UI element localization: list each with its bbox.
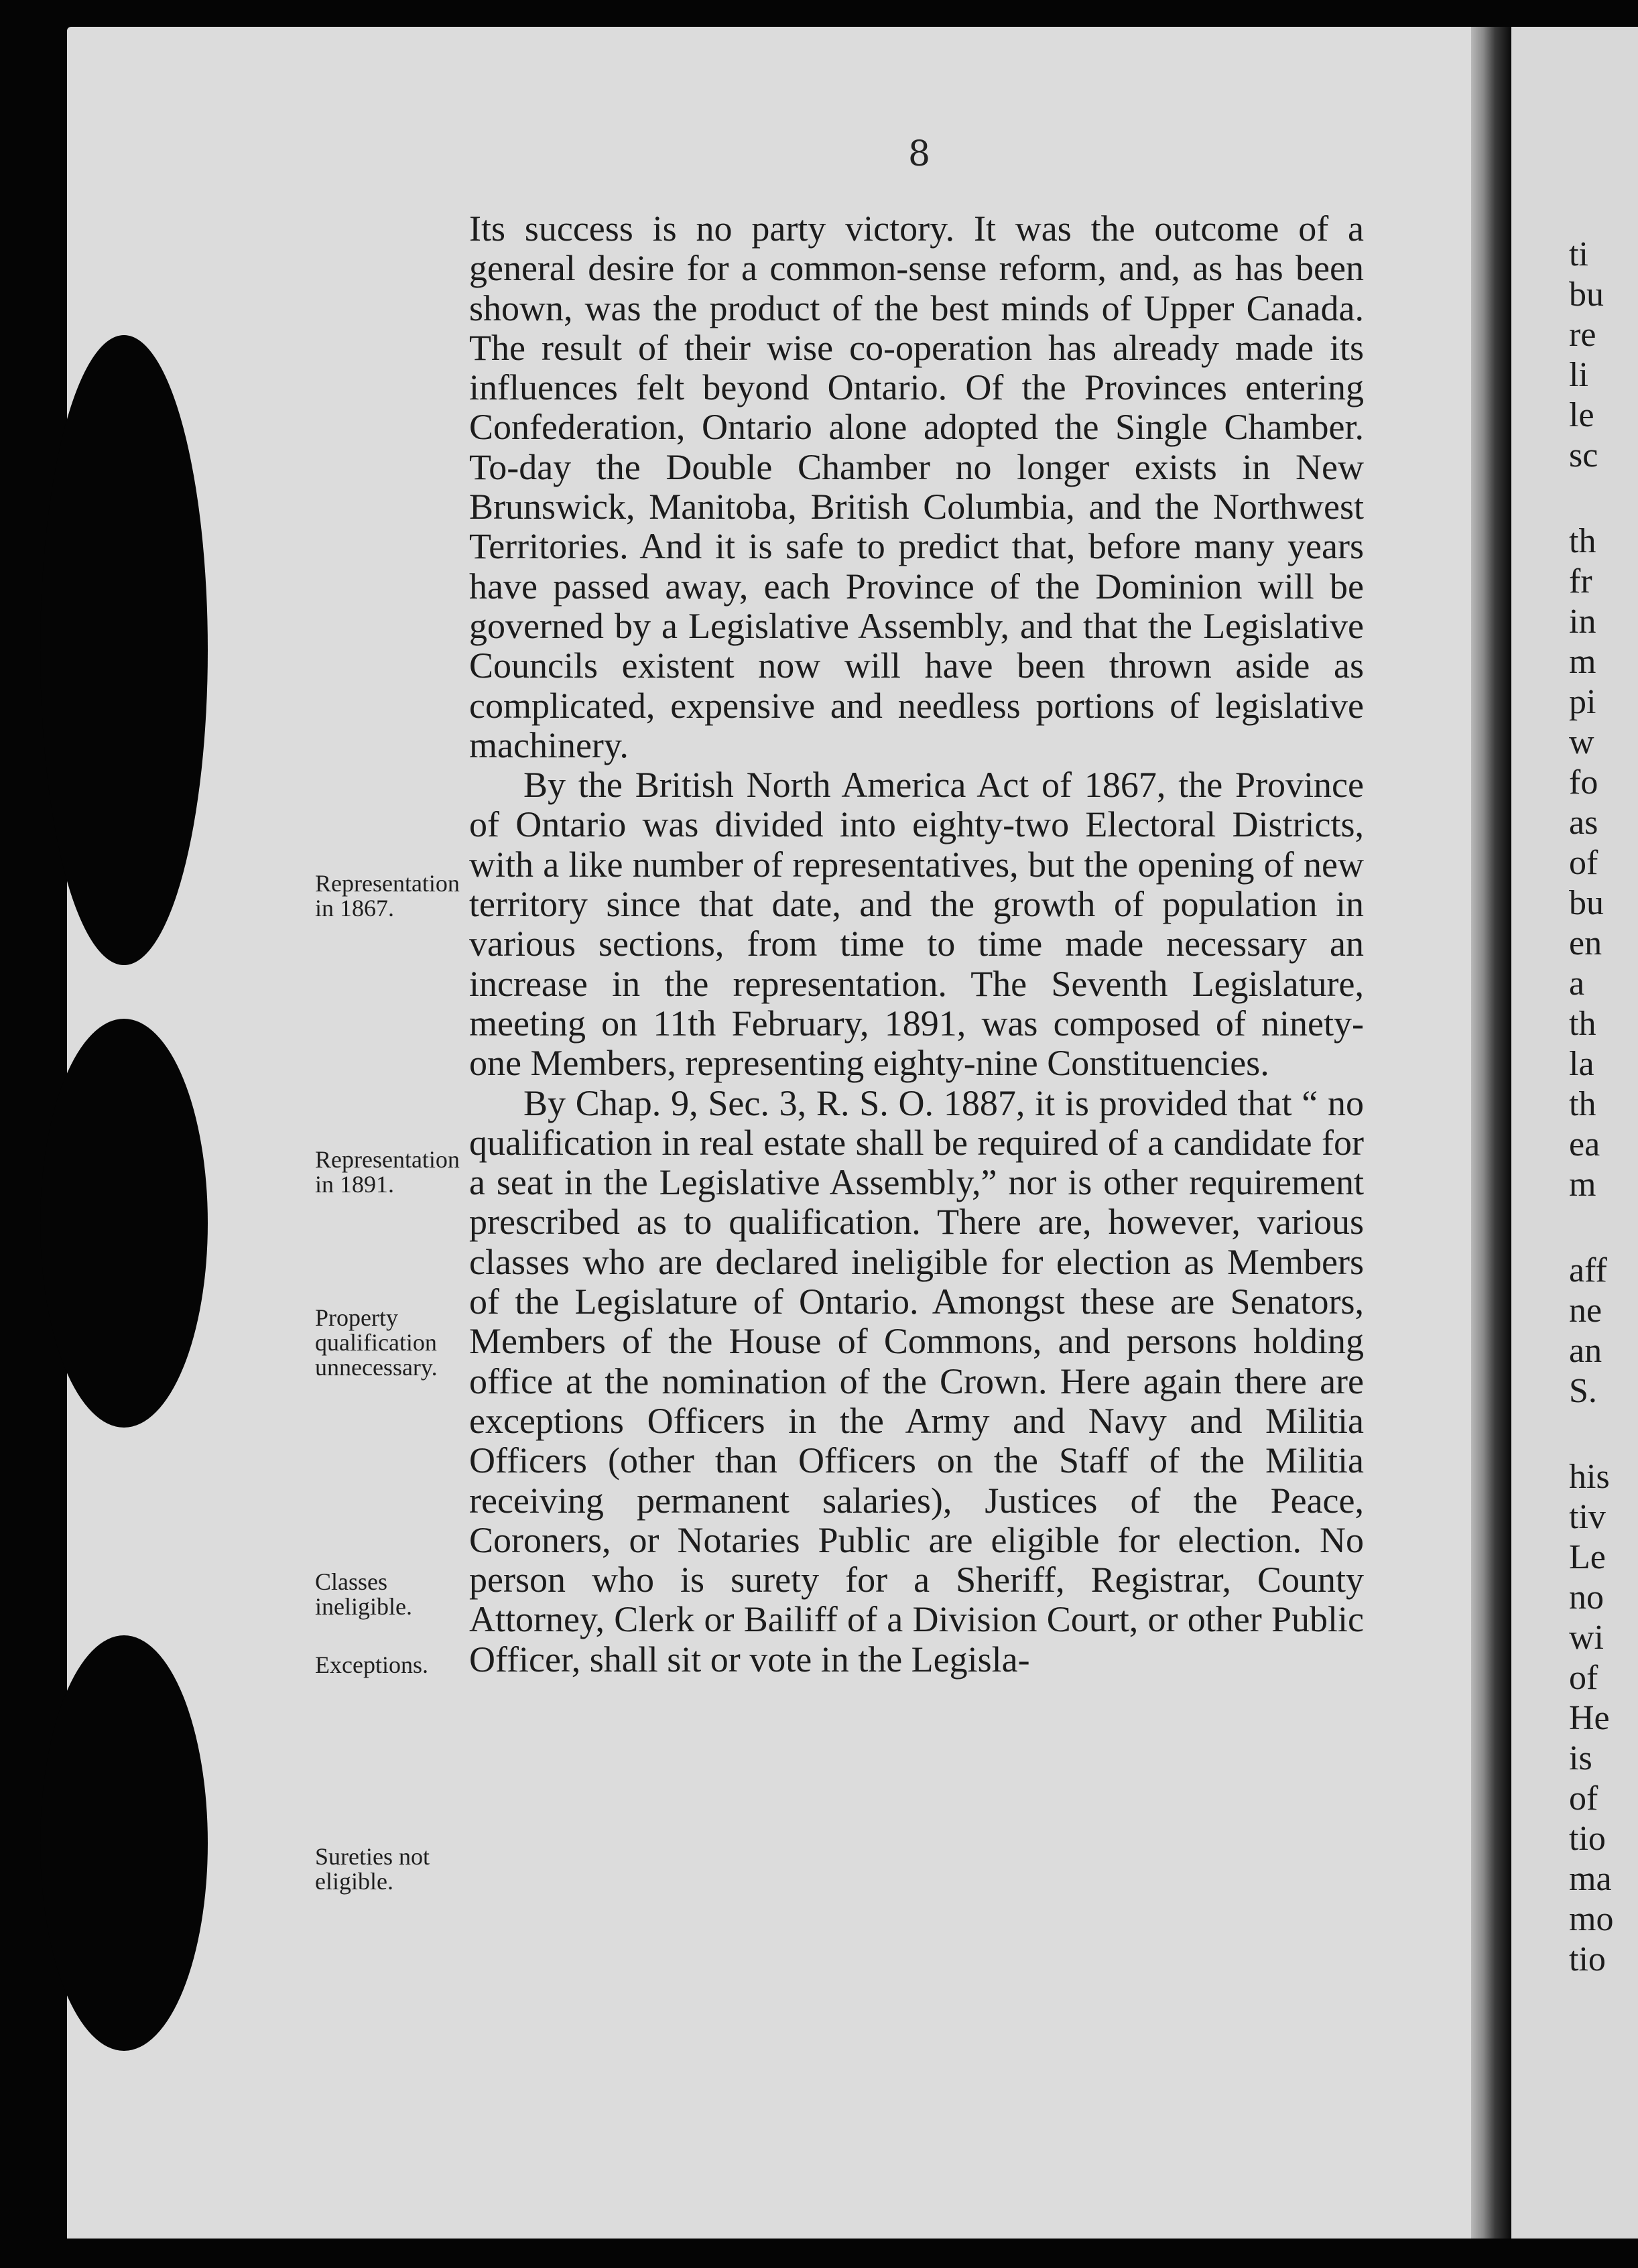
facing-fragment: wi (1569, 1619, 1604, 1657)
side-note-classes-ineligible: Classes ineligible. (315, 1568, 412, 1620)
facing-fragment: ma (1569, 1860, 1612, 1898)
facing-fragment: ea (1569, 1125, 1600, 1163)
paragraph-qualification: By Chap. 9, Sec. 3, R. S. O. 1887, it is provided that “ no qualification in real estate shall be required of a candidate for a seat in the Legislative Assembly,” nor is other requirement prescribed as to qualification. There are, however, various classes who are declared ineligible for election as Members of the Legislature of Ontario. Amongst these are Senators, Members of the House of Commons, and persons holding office at the nomination of the Crown. Here again there are exceptions Officers in the Army and Navy and Militia Officers (other than Officers on the Staff of the Militia receiving permanent salaries), Justices of the Peace, Coroners, or Notaries Public are eligible for election. No person who is surety for a Sheriff, Registrar, County Attorney, Clerk or Bailiff of a Division Court, or other Public Officer, shall sit or vote in the Legisla- (469, 1082, 1364, 1680)
facing-page (1511, 27, 1638, 2239)
facing-fragment: S. (1569, 1372, 1597, 1410)
side-note-property-qualification: Property qualification unnecessary. (315, 1304, 438, 1381)
facing-fragment: bu (1569, 884, 1604, 922)
facing-fragment: fo (1569, 763, 1598, 802)
paragraph-continuation: Its success is no party victory. It was the outcome of a general desire for a common-sense reform, and, as has been shown, was the product of the best minds of Upper Canada. The result of their wise co-operation has already made its influences felt beyond Ontario. Of the Provinces entering Confederation, Ontario alone adopted the Single Chamber. To-day the Double Chamber no longer exists in New Brunswick, Manitoba, British Columbia, and the Northwest Territories. And it is safe to predict that, before many years have passed away, each Province of the Dominion will be governed by a Legislative Assembly, and that the Legislative Councils existent now will have been thrown aside as complicated, expensive and needless portions of legislative machinery. (469, 208, 1364, 765)
side-note-representation-1891: Representation in 1891. (315, 1146, 460, 1198)
facing-fragment: is (1569, 1739, 1592, 1777)
facing-fragment: a (1569, 964, 1585, 1003)
facing-fragment: ti (1569, 235, 1588, 273)
facing-fragment: m (1569, 643, 1596, 681)
facing-fragment: tiv (1569, 1498, 1606, 1536)
facing-fragment: pi (1569, 683, 1596, 721)
facing-fragment: tio (1569, 1820, 1606, 1858)
facing-fragment: la (1569, 1045, 1594, 1083)
facing-fragment: He (1569, 1699, 1610, 1737)
thumb-notch-middle (40, 1019, 208, 1428)
facing-fragment: no (1569, 1578, 1604, 1617)
facing-fragment: m (1569, 1166, 1596, 1204)
facing-fragment: tio (1569, 1940, 1606, 1978)
facing-fragment: as (1569, 804, 1598, 842)
facing-fragment: his (1569, 1458, 1610, 1496)
facing-fragment: re (1569, 316, 1596, 354)
facing-fragment: Le (1569, 1538, 1606, 1576)
page-gutter (1471, 27, 1511, 2239)
facing-fragment: aff (1569, 1251, 1607, 1289)
thumb-notch-top (40, 335, 208, 965)
facing-fragment: th (1569, 1085, 1596, 1123)
facing-fragment: of (1569, 1659, 1598, 1697)
facing-fragment: w (1569, 723, 1594, 761)
facing-fragment: fr (1569, 562, 1592, 601)
side-note-sureties: Sureties not eligible. (315, 1843, 430, 1895)
thumb-notch-bottom (40, 1635, 208, 2051)
page-number: 8 (908, 134, 931, 174)
facing-fragment: th (1569, 522, 1596, 560)
facing-fragment: an (1569, 1332, 1602, 1370)
facing-fragment: ne (1569, 1292, 1602, 1330)
facing-fragment: le (1569, 396, 1594, 434)
facing-fragment: sc (1569, 436, 1598, 475)
facing-fragment: th (1569, 1005, 1596, 1043)
facing-fragment: bu (1569, 275, 1604, 314)
facing-fragment: en (1569, 924, 1602, 962)
body-text (469, 209, 1364, 1680)
facing-fragment: mo (1569, 1900, 1614, 1938)
side-note-exceptions: Exceptions. (315, 1651, 428, 1678)
facing-fragment: of (1569, 844, 1598, 882)
facing-fragment: of (1569, 1779, 1598, 1818)
side-note-representation-1867: Representation in 1867. (315, 870, 460, 922)
facing-fragment: li (1569, 356, 1588, 394)
facing-fragment: in (1569, 603, 1596, 641)
paragraph-representation: By the British North America Act of 1867, the Province of Ontario was divided into eighty-two Electoral Districts, with a like number of representatives, but the opening of new territory since that date, and the growth of population in various sections, from time to time made necessary an increase in the representation. The Seventh Legislature, meeting on 11th February, 1891, was composed of ninety-one Members, representing eighty-nine Constituencies. (469, 765, 1364, 1084)
